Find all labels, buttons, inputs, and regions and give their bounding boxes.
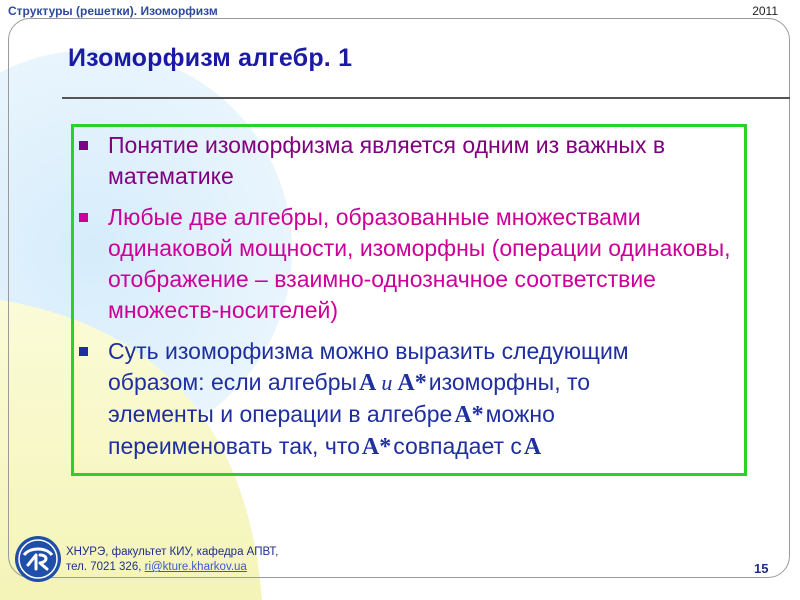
footer-line-1: ХНУРЭ, факультет КИУ, кафедра АПВТ,	[66, 546, 279, 558]
bullet-text: можно	[485, 401, 555, 427]
conjunction: и	[381, 370, 393, 395]
bullet-text: совпадает с	[393, 433, 522, 459]
header-title: Структуры (решетки). Изоморфизм	[8, 4, 218, 18]
bullet-text: Понятие изоморфизма является одним из важных в математике	[108, 132, 666, 189]
symbol-a: A	[359, 370, 377, 396]
footer-email-link[interactable]: ri@kture.kharkov.ua	[144, 561, 247, 573]
square-bullet-icon	[79, 141, 88, 150]
bullet-line	[108, 336, 738, 367]
title-divider	[62, 97, 790, 99]
bullet-text: изоморфны, то	[428, 369, 591, 395]
square-bullet-icon	[79, 213, 88, 222]
bullet-text: образом: если алгебры	[108, 369, 358, 395]
symbol-a-star: A*	[454, 402, 484, 428]
bullet-item	[108, 202, 738, 326]
bullet-text: переименовать так, что	[108, 433, 360, 459]
header-year: 2011	[752, 4, 778, 18]
symbol-a: A	[523, 434, 542, 460]
symbol-a-star: A*	[361, 434, 392, 460]
bullet-text: Любые две алгебры, образованные множествами одинаковой мощности, изоморфны (операции одинаковы, отображение – взаимно-однозначное соответствие множеств-носителей)	[108, 204, 731, 323]
bullet-text: Суть изоморфизма можно выразить следующим	[108, 338, 629, 364]
footer-contact	[66, 545, 278, 575]
bullet-item	[108, 336, 738, 463]
bullet-line	[108, 367, 738, 399]
bullet-line	[108, 431, 738, 463]
bullet-line	[108, 399, 738, 431]
footer-phone: тел. 7021 326,	[66, 561, 145, 573]
bullet-item	[108, 130, 738, 192]
page-number: 15	[754, 561, 769, 576]
symbol-a-star: A*	[397, 370, 427, 396]
slide-title: Изоморфизм алгебр. 1	[68, 44, 353, 72]
footer-line-2	[66, 560, 278, 575]
bullet-text: элементы и операции в алгебре	[108, 401, 453, 427]
square-bullet-icon	[79, 347, 88, 356]
university-logo-icon	[14, 535, 62, 583]
